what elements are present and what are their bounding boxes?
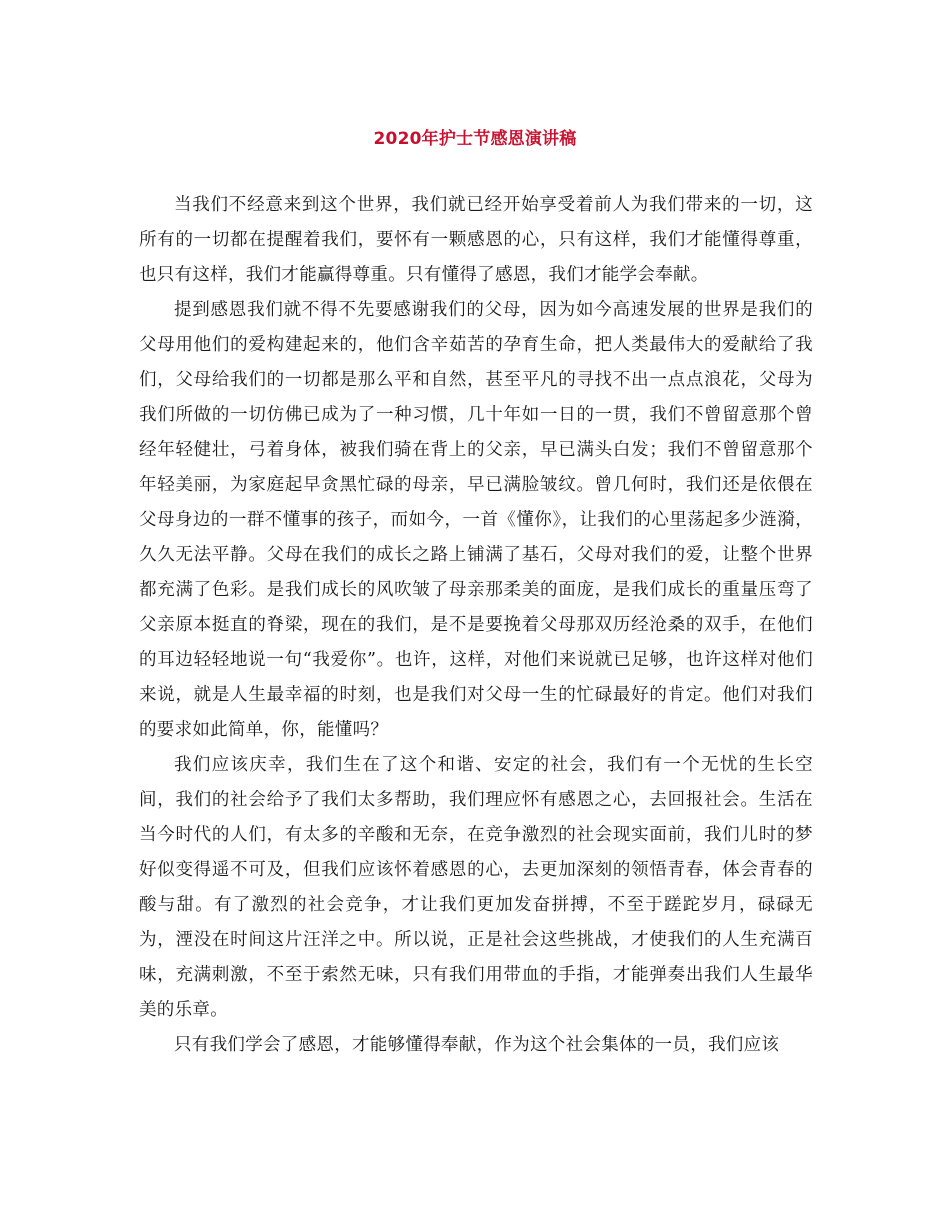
paragraph-3: 我们应该庆幸，我们生在了这个和谐、安定的社会，我们有一个无忧的生长空间，我们的社会给予了我们太多帮助，我们理应怀有感恩之心，去回报社会。生活在当今时代的人们，有太多的辛酸和无奈，在竞争激烈的社会现实面前，我们儿时的梦好似变得遥不可及，但我们应该怀着感恩的心，去更加深刻的领悟青春，体会青春的酸与甜。有了激烈的社会竞争，才让我们更加发奋拼搏，不至于蹉跎岁月，碌碌无为，湮没在时间这片汪洋之中。所以说，正是社会这些挑战，才使我们的人生充满百味，充满刺激，不至于索然无味，只有我们用带血的手指，才能弹奏出我们人生最华美的乐章。	[139, 755, 813, 1020]
paragraph-4: 只有我们学会了感恩，才能够懂得奉献，作为这个社会集体的一员，我们应该	[174, 1035, 780, 1055]
paragraph-2: 提到感恩我们就不得不先要感谢我们的父母，因为如今高速发展的世界是我们的父母用他们的爱构建起来的，他们含辛茹苦的孕育生命，把人类最伟大的爱献给了我们，父母给我们的一切都是那么平和自然，甚至平凡的寻找不出一点点浪花，父母为我们所做的一切仿佛已成为了一种习惯，几十年如一日的一贯，我们不曾留意那个曾经年轻健壮，弓着身体，被我们骑在背上的父亲，早已满头白发；我们不曾留意那个年轻美丽，为家庭起早贪黑忙碌的母亲，早已满脸皱纹。曾几何时，我们还是依偎在父母身边的一群不懂事的孩子，而如今，一首《懂你》，让我们的心里荡起多少涟漪，久久无法平静。父母在我们的成长之路上铺满了基石，父母对我们的爱，让整个世界都充满了色彩。是我们成长的风吹皱了母亲那柔美的面庞，是我们成长的重量压弯了父亲原本挺直的脊梁，现在的我们，是不是要挽着父母那双历经沧桑的双手，在他们的耳边轻轻地说一句“我爱你”。也许，这样，对他们来说就已足够，也许这样对他们来说，就是人生最幸福的时刻，也是我们对父母一生的忙碌最好的肯定。他们对我们的要求如此简单，你，能懂吗？	[139, 300, 813, 740]
paragraph-1: 当我们不经意来到这个世界，我们就已经开始享受着前人为我们带来的一切，这所有的一切都在提醒着我们，要怀有一颗感恩的心，只有这样，我们才能懂得尊重，也只有这样，我们才能赢得尊重。只有懂得了感恩，我们才能学会奉献。	[139, 195, 813, 285]
document-body	[139, 188, 813, 1063]
document-title: 2020年护士节感恩演讲稿	[373, 129, 577, 149]
